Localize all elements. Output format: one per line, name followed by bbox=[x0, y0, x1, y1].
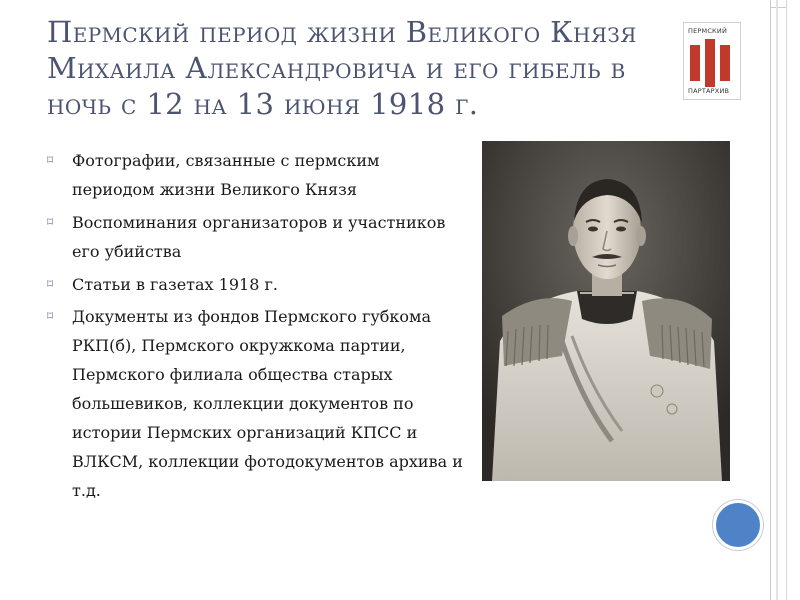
decorative-dot bbox=[713, 500, 763, 550]
bullet-text: Статьи в газетах 1918 г. bbox=[72, 275, 278, 294]
bullet-text: Документы из фондов Пермского губкома РКП(б), Пермского окружкома партии, Пермского филиала общества старых большевиков, коллекции документов по истории Пермских организаций КПСС и ВЛКСМ, коллекции фотодокументов архива и т.д. bbox=[72, 307, 463, 500]
bullet-item bbox=[47, 146, 467, 208]
slide-title: Пермский период жизни Великого Князя Михаила Александровича и его гибель в ночь с 12 на 13 июня 1918 г. bbox=[47, 15, 637, 121]
bullet-marker-icon: ⌑ bbox=[47, 277, 54, 291]
frame-line bbox=[770, 0, 771, 600]
portrait-image bbox=[482, 141, 730, 481]
bullet-list bbox=[47, 146, 467, 505]
bullet-marker-icon: ⌑ bbox=[47, 153, 54, 167]
frame-corner bbox=[770, 0, 787, 8]
bullet-marker-icon: ⌑ bbox=[47, 215, 54, 229]
bullet-item bbox=[47, 270, 467, 302]
bullet-item bbox=[47, 302, 467, 505]
bullet-text: Воспоминания организаторов и участников его убийства bbox=[72, 213, 446, 261]
bullet-text: Фотографии, связанные с пермским периодом жизни Великого Князя bbox=[72, 151, 380, 199]
frame-line bbox=[786, 0, 787, 600]
bullet-item bbox=[47, 208, 467, 270]
portrait-photo bbox=[482, 141, 730, 481]
bullet-marker-icon: ⌑ bbox=[47, 309, 54, 323]
frame-line bbox=[776, 0, 778, 600]
archive-logo bbox=[683, 22, 741, 100]
logo-top-text: ПЕРМСКИЙ bbox=[688, 27, 728, 35]
logo-bottom-text: ПАРТАРХИВ bbox=[688, 87, 730, 95]
archive-logo-icon bbox=[690, 39, 736, 87]
